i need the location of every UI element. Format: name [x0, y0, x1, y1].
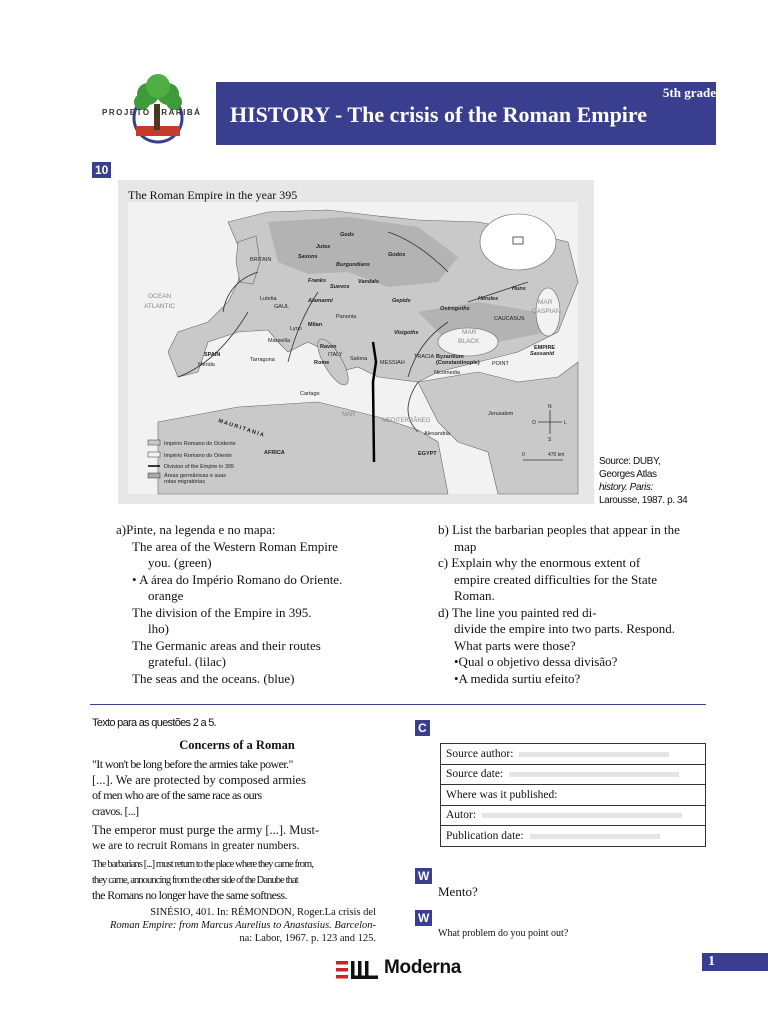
page-number: 1	[702, 953, 768, 971]
table-row[interactable]: Source date:	[441, 764, 706, 785]
section-divider	[90, 704, 706, 705]
page-title: HISTORY - The crisis of the Roman Empire	[230, 102, 648, 127]
text-line: they came, announcing from the other side of the Danube that	[92, 874, 298, 886]
legend-eastern-empire: Império Romano do Oriente	[164, 453, 232, 459]
svg-text:470 km: 470 km	[548, 452, 565, 458]
projeto-arariba-logo	[98, 72, 218, 150]
question-problem: What problem do you point out?	[438, 928, 569, 939]
map-label-suevos: Suevos	[330, 284, 350, 290]
question-a-item: The Germanic areas and their routes	[132, 637, 321, 653]
map-label-herules: Herules	[478, 296, 499, 302]
question-a-item: orange	[148, 588, 184, 603]
question-a-item: grateful. (lilac)	[148, 654, 226, 669]
map-label-lyon: Lyon	[290, 326, 302, 332]
map-label-tracia: TRACIA	[414, 354, 435, 360]
question-number-2: C	[415, 720, 430, 736]
question-line: •A medida surtiu efeito?	[454, 670, 581, 686]
table-row[interactable]: Publication date:	[441, 826, 706, 847]
map-label-mar-caspian-2: CASPIAN	[532, 308, 561, 315]
map-label-milan: Milan	[308, 322, 323, 328]
map-label-lutetia: Lutetia	[260, 296, 277, 302]
question-mento: Mento?	[438, 884, 478, 899]
inset-globe	[480, 214, 556, 270]
question-a-item: The seas and the oceans. (blue)	[132, 670, 295, 686]
map-label-panonia: Panonia	[336, 314, 357, 320]
question-a-item: • A área do Império Romano do Oriente.	[132, 571, 343, 587]
source-info-table	[440, 743, 706, 847]
question-a-item: you. (green)	[148, 555, 212, 570]
question-number-4: W	[415, 910, 432, 926]
text-line: "It won't be long before the armies take power."	[92, 757, 293, 771]
moderna-logo-icon	[336, 961, 378, 979]
map-label-egypt: EGYPT	[418, 451, 437, 457]
map-label-ocean: OCEAN	[148, 293, 172, 300]
map-label-alamanni: Alamanni	[308, 298, 333, 304]
map-label-ravena: Raven	[320, 344, 337, 350]
question-line: d) The line you painted red di-	[438, 604, 597, 620]
map-label-mar-black-2: BLACK	[458, 338, 480, 345]
map-label-messiah: MESSIAH	[380, 360, 405, 366]
question-a	[116, 522, 386, 687]
question-a-item: The area of the Western Roman Empire	[132, 538, 338, 554]
map-label-rome: Rome	[314, 360, 330, 366]
text-intro: Texto para as questões 2 a 5.	[92, 717, 217, 729]
map-label-italy: ITALY	[328, 352, 343, 358]
map-label-huns: Huns	[512, 286, 526, 292]
table-row[interactable]: Autor:	[441, 805, 706, 826]
text-title: Concerns of a Roman	[179, 737, 295, 752]
source-text	[92, 716, 382, 904]
map-label-atlantic: ATLANTIC	[144, 303, 175, 310]
map-label-franks: Franks	[308, 278, 327, 284]
svg-text:N: N	[548, 404, 552, 410]
question-a-intro: a)Pinte, na legenda e no mapa:	[116, 522, 276, 537]
map-label-gods: Gods	[340, 232, 355, 238]
map-label-saxons: Saxons	[298, 254, 318, 260]
map-label-tarragona: Tarragona	[250, 357, 275, 363]
question-line: map	[454, 538, 477, 554]
map-label-gaul: GAUL	[274, 304, 289, 310]
map-label-caucasus: CAUCASUS	[494, 316, 525, 322]
brand-name: Moderna	[384, 957, 462, 978]
map-label-empire-sasanid-1: EMPIRE	[534, 345, 556, 351]
legend-germanic-1: Áreas germânicas e suas	[164, 473, 227, 479]
map-label-mauritania: M A U R I T A N I A	[217, 418, 265, 439]
map-label-merida: Mérida	[198, 362, 215, 368]
map-label-cartago: Cartago	[300, 391, 320, 397]
question-line: c) Explain why the enormous extent of	[438, 555, 641, 570]
table-row[interactable]: Source author:	[441, 744, 706, 765]
text-line: cravos. [...]	[92, 803, 139, 818]
text-line: of men who are of the same race as ours	[92, 788, 262, 802]
question-line: •Qual o objetivo dessa divisão?	[454, 654, 618, 669]
map-source-note: Source: DUBY, Georges Atlas history. Paris: Larousse, 1987. p. 34	[599, 456, 688, 506]
legend-division: Division of the Empire in 395	[164, 464, 235, 470]
legend-western-empire: Império Romano do Ocidente	[164, 441, 236, 447]
question-line: empire created difficulties for the State	[454, 571, 657, 587]
map-label-mar-black-1: MAR	[462, 329, 477, 336]
map-label-jutes: Jutes	[316, 244, 331, 250]
questions-b-d	[438, 522, 708, 687]
text-reference: SINÉSIO, 401. In: RÉMONDON, Roger.La crisis del Roman Empire: from Marcus Aurelius to Anastasius. Barcelon- na: Labor, 1967. p. 123 and 125.	[110, 907, 376, 944]
map-caption: The Roman Empire in the year 395	[128, 188, 298, 202]
map-label-alexandria: Alexandria	[424, 431, 450, 437]
question-a-item: The division of the Empire in 395.	[132, 604, 312, 620]
text-line: The barbarians [...] must return to the place where they came from,	[92, 859, 314, 870]
text-line: [...]. We are protected by composed armies	[92, 772, 306, 787]
svg-text:0: 0	[522, 452, 525, 458]
map-label-godos: Godos	[388, 252, 406, 258]
map-label-spain: SPAIN	[204, 352, 221, 358]
map-label-nicomedia: Nicomedia	[434, 370, 460, 376]
svg-text:S: S	[548, 437, 552, 443]
text-line: the Romans no longer have the same softness.	[92, 888, 287, 902]
map-label-vandals: Vandals	[358, 279, 379, 285]
header-bar	[216, 82, 716, 145]
question-line: What parts were those?	[454, 637, 576, 653]
question-line: Roman.	[454, 588, 495, 603]
table-row[interactable]: Where was it published:	[441, 785, 706, 806]
map-label-burgundians: Burgundians	[336, 262, 370, 268]
map-label-visigoths: Visigoths	[394, 330, 419, 336]
text-line: we are to recruit Romans in greater numbers.	[92, 839, 300, 852]
map-label-mar: MAR	[342, 412, 356, 418]
map-label-marseilla: Marseilla	[268, 338, 291, 344]
question-number-3: W	[415, 868, 432, 884]
logo-text: PROJETO ARARIBÁ	[102, 108, 202, 117]
map-label-africa: AFRICA	[264, 450, 285, 456]
map-label-byzantium: Byzantium	[436, 354, 464, 360]
text-line: The emperor must purge the army [...]. Must-	[92, 823, 320, 837]
map-label-mar-caspian-1: MAR	[538, 299, 553, 306]
map-label-point: POINT	[492, 361, 509, 367]
map-label-mediterraneo: MEDITERRÂNEO	[382, 418, 431, 424]
map-label-constantinople: (Constantinople)	[436, 360, 480, 366]
legend-germanic-2: rotas migratórias	[164, 479, 205, 485]
map-label-empire-sasanid-2: Sassanid	[530, 351, 555, 357]
map-label-ostrogoths: Ostrogoths	[440, 306, 470, 312]
svg-text:L: L	[564, 420, 567, 426]
map-drawing	[118, 202, 594, 502]
map-label-britain: BRITAIN	[250, 257, 272, 263]
map-label-jerusalem: Jerusalem	[488, 411, 514, 417]
question-a-item: lho)	[148, 621, 169, 636]
question-number-1: 10	[92, 162, 111, 178]
map-label-gepids: Gepids	[392, 298, 411, 304]
roman-empire-map	[118, 180, 594, 504]
svg-text:O: O	[532, 420, 536, 426]
map-label-salona: Salona	[350, 356, 368, 362]
question-line: divide the empire into two parts. Respond.	[454, 621, 675, 636]
question-line: b) List the barbarian peoples that appear in the	[438, 522, 680, 537]
grade-label: 5th grade	[662, 85, 716, 100]
